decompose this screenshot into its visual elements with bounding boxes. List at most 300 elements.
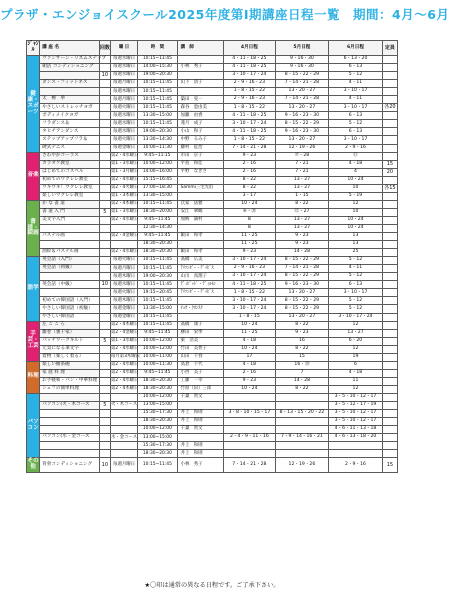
may-dates: 14・28 [275, 249, 329, 257]
may-dates: 9・16・23・30 [275, 112, 329, 120]
day-cell: 第2・4金曜日 [110, 329, 137, 337]
june-dates [329, 450, 383, 458]
day-cell: 毎週月曜日 [110, 265, 137, 273]
may-dates: 1・15 [275, 192, 329, 200]
category-label [27, 393, 40, 457]
table-row [27, 434, 398, 442]
course-name: 雑巻（裏千家） [40, 329, 100, 337]
june-dates: 4 [329, 168, 383, 176]
time-cell: 10:15~11:45 [138, 297, 177, 305]
time-cell: 13:30~14:30 [138, 136, 177, 144]
table-row [27, 56, 398, 64]
may-dates: 7・14・21・28 [275, 265, 329, 273]
capacity-cell: 15 [382, 458, 397, 473]
day-cell: 第1・3水曜日 [110, 160, 137, 168]
day-cell: 毎週金曜日 [110, 305, 137, 313]
may-dates: 13・27 [275, 224, 329, 232]
instructor-cell [177, 56, 224, 64]
june-dates: 6・13・20 [329, 56, 383, 64]
time-cell: 10:15~11:45 [138, 88, 177, 96]
instructor-cell: 山川 真理子 [177, 273, 224, 281]
instructor-cell [177, 297, 224, 305]
table-row [27, 377, 398, 385]
april-dates [224, 418, 276, 426]
june-dates: 3・5・12・17・19 [329, 402, 383, 410]
may-dates: 12・19・26 [275, 458, 329, 473]
june-dates: 6・20 [329, 337, 383, 345]
may-dates: 7 [275, 369, 329, 377]
april-dates: 1・8・15・22 [224, 104, 276, 112]
day-cell: 第2・4木曜日 [110, 321, 137, 329]
table-row [27, 168, 398, 176]
capacity-cell [382, 176, 397, 184]
course-name: 背骨コンディショニング [40, 458, 100, 473]
table-row [27, 104, 398, 112]
schedule-table-wrap [26, 40, 398, 473]
capacity-cell [382, 128, 397, 136]
may-dates: 8・15・22・29 [275, 273, 329, 281]
time-cell: 15:30~17:30 [138, 442, 177, 450]
instructor-cell: 蓮月 成子 [177, 120, 224, 128]
capacity-cell [382, 321, 397, 329]
april-dates: 4・18 [224, 337, 276, 345]
may-dates: 9・16・30 [275, 56, 329, 64]
capacity-cell [382, 345, 397, 353]
header-category: ｼﾞｬﾝﾙ [27, 41, 40, 56]
table-row [27, 353, 398, 361]
course-name: カラオケ教室 [40, 160, 100, 168]
table-row [27, 426, 398, 434]
april-dates: 8 [224, 224, 276, 232]
day-cell: 毎週水曜日 [110, 56, 137, 64]
june-dates: 2・9・16 [329, 144, 383, 152]
may-dates [275, 442, 329, 450]
capacity-cell [382, 249, 397, 257]
april-dates: 3・10・17・24 [224, 305, 276, 313]
schedule-table [26, 40, 398, 473]
instructor-cell: 飯田 和孝 [177, 249, 224, 257]
day-cell: 水・金コース [110, 434, 137, 442]
course-name: 着物（楽しく着る） [40, 353, 100, 361]
may-dates [275, 426, 329, 434]
capacity-cell [382, 305, 397, 313]
june-dates: 6・13 [329, 64, 383, 72]
session-count [99, 192, 110, 200]
session-count [99, 410, 110, 418]
day-cell: 第2・4水曜日 [110, 345, 137, 353]
session-count [99, 233, 110, 241]
session-count [99, 321, 110, 329]
session-count [99, 329, 110, 337]
table-row [27, 321, 398, 329]
day-cell: 毎月第3木曜日 [110, 353, 137, 361]
day-cell: 第1・3月曜日 [110, 168, 137, 176]
may-dates: 16・⑳ [275, 361, 329, 369]
time-cell: 13:30~15:00 [138, 192, 177, 200]
capacity-cell [382, 152, 397, 160]
category-text: 音楽 [27, 172, 39, 179]
june-dates: 3・10・17 [329, 136, 383, 144]
table-row [27, 152, 398, 160]
instructor-cell [177, 72, 224, 80]
table-row [27, 281, 398, 289]
april-dates: 9・23 [224, 377, 276, 385]
session-count [99, 160, 110, 168]
instructor-cell: Sammi三宅光伯 [177, 184, 224, 192]
time-cell: 10:15~11:45 [138, 80, 177, 88]
time-cell: 15:15~16:45 [138, 176, 177, 184]
table-row [27, 313, 398, 321]
june-dates: 3・10・17 [329, 88, 383, 96]
course-name: さわやかコーラス [40, 152, 100, 160]
table-row [27, 257, 398, 265]
course-name: 家 庭 料 理 [40, 369, 100, 377]
june-dates: 10 [329, 208, 383, 216]
june-dates: 4・11 [329, 265, 383, 273]
time-cell: 13:00~15:00 [138, 434, 177, 442]
category-text: 書道・絵画 [27, 218, 39, 237]
capacity-cell [382, 96, 397, 104]
day-cell: 毎週火曜日 [110, 289, 137, 297]
capacity-cell [382, 281, 397, 289]
course-name: タヒチアンダンス [40, 128, 100, 136]
table-row [27, 160, 398, 168]
june-dates: 12 [329, 200, 383, 208]
capacity-cell [382, 337, 397, 345]
april-dates [224, 426, 276, 434]
april-dates: ⑥・⑳ [224, 208, 276, 216]
june-dates: 3・5・10・12・17 [329, 418, 383, 426]
session-count [99, 88, 110, 96]
time-cell: 10:15~11:45 [138, 458, 177, 473]
june-dates: 10・24 [329, 176, 383, 184]
time-cell: 9:45~11:15 [138, 152, 177, 160]
instructor-cell: 工藤 一幸 [177, 377, 224, 385]
june-dates: 3・10・17 [329, 104, 383, 112]
instructor-cell: 竹田 美智子 [177, 345, 224, 353]
june-dates: 5・12 [329, 305, 383, 313]
time-cell: 13:30~15:00 [138, 112, 177, 120]
table-row [27, 410, 398, 418]
april-dates: 17 [224, 353, 276, 361]
time-cell: 14:00~15:30 [138, 64, 177, 72]
table-row [27, 289, 398, 297]
day-cell: 毎週月曜日 [110, 80, 137, 88]
time-cell: 18:30~20:30 [138, 249, 177, 257]
june-dates: 2・9・16 [329, 458, 383, 473]
june-dates: 5・12 [329, 273, 383, 281]
day-cell: 毎週木曜日 [110, 88, 137, 96]
table-row [27, 233, 398, 241]
time-cell: 10:15~11:45 [138, 265, 177, 273]
april-dates: 2・9・16・23 [224, 96, 276, 104]
april-dates: 11・25 [224, 329, 276, 337]
instructor-cell: 井上 和則 [177, 450, 224, 458]
session-count [99, 265, 110, 273]
april-dates: 1・8・15 [224, 313, 276, 321]
session-count: 10 [99, 72, 110, 80]
time-cell: 9:45~11:45 [138, 329, 177, 337]
june-dates: 13 [329, 233, 383, 241]
day-cell [110, 224, 137, 232]
instructor-cell: 小山 和子 [177, 128, 224, 136]
course-name: 朝活 コンディショニング [40, 64, 100, 72]
session-count [99, 305, 110, 313]
capacity-cell [382, 265, 397, 273]
time-cell: 9:45~11:45 [138, 369, 177, 377]
course-name: やさしい韓国語 [40, 313, 100, 321]
table-row [27, 337, 398, 345]
instructor-cell: 小林 秀子 [177, 64, 224, 72]
course-name: 英会話（初級） [40, 265, 100, 273]
course-name [40, 224, 100, 232]
april-dates: 10・24 [224, 321, 276, 329]
instructor-cell: 高倉 千代 [177, 361, 224, 369]
category-label [27, 152, 40, 200]
session-count: 10 [99, 281, 110, 289]
may-dates: 15 [275, 353, 329, 361]
day-cell: 毎週木曜日 [110, 273, 137, 281]
course-name: ステップアップフラ＆ [40, 136, 100, 144]
day-cell: 第1・3水曜日 [110, 208, 137, 216]
course-name: 楽しいウクレレ教室 [40, 192, 100, 200]
instructor-cell: 飯田 和孝 [177, 233, 224, 241]
capacity-cell [382, 426, 397, 434]
course-name: 楽しい紬茶碗 [40, 361, 100, 369]
capacity-cell [382, 402, 397, 410]
april-dates: 9・23 [224, 249, 276, 257]
april-dates [224, 450, 276, 458]
session-count: 5 [99, 208, 110, 216]
may-dates: ⑫・27 [275, 208, 329, 216]
session-count [99, 369, 110, 377]
table-row [27, 112, 398, 120]
june-dates: 4・6・11・13・18 [329, 426, 383, 434]
day-cell: 第2・4木曜日 [110, 385, 137, 393]
instructor-cell: 加納 満村 [177, 216, 224, 224]
category-label [27, 56, 40, 153]
session-count [99, 176, 110, 184]
may-dates [275, 450, 329, 458]
capacity-cell [382, 112, 397, 120]
course-name: 書 道 入 門 [40, 208, 100, 216]
header-course: 講 座 名 [40, 41, 100, 56]
day-cell: 毎週水曜日 [110, 64, 137, 72]
april-dates: 2・16 [224, 168, 276, 176]
may-dates: 14・28 [275, 377, 329, 385]
may-dates: 13・20・27 [275, 104, 329, 112]
course-name [40, 88, 100, 96]
course-name: ヴァンサーン・リズムステップ [40, 56, 100, 64]
may-dates: 8・22 [275, 200, 329, 208]
capacity-cell [382, 289, 397, 297]
may-dates: 8・15・22・29 [275, 305, 329, 313]
course-name [40, 426, 100, 434]
time-cell: 10:00~12:00 [138, 426, 177, 434]
may-dates: 9・16・23・30 [275, 128, 329, 136]
capacity-cell [382, 72, 397, 80]
time-cell: 18:30~20:30 [138, 450, 177, 458]
session-count [99, 353, 110, 361]
instructor-cell [177, 241, 224, 249]
day-cell: 毎週月曜日 [110, 458, 137, 473]
instructor-cell [177, 192, 224, 200]
category-text: 手芸・工芸 [27, 331, 39, 350]
table-row [27, 249, 398, 257]
instructor-cell: 東 浩美 [177, 337, 224, 345]
day-cell: 第2・4水曜日 [110, 369, 137, 377]
instructor-cell [177, 224, 224, 232]
may-dates: 7・21 [275, 160, 329, 168]
table-row [27, 385, 398, 393]
instructor-cell: 千葉 賀文 [177, 426, 224, 434]
course-name: 美文字入門 [40, 216, 100, 224]
april-dates: 3・8・10・15・17 [224, 410, 276, 418]
course-name: 初めてのウクレレ教室 [40, 176, 100, 184]
course-name: お手軽和・パン・中華料理 [40, 377, 100, 385]
course-name: パステル画 [40, 233, 100, 241]
capacity-cell [382, 192, 397, 200]
april-dates: 3・10・17・24 [224, 297, 276, 305]
table-row [27, 345, 398, 353]
capacity-cell [382, 208, 397, 216]
day-cell: 第2・4水曜日 [110, 249, 137, 257]
capacity-cell [382, 377, 397, 385]
category-text: 健康・スポーツ [27, 91, 39, 115]
june-dates: 6 [329, 361, 383, 369]
instructor-cell [177, 402, 224, 410]
day-cell: 毎週水曜日 [110, 72, 137, 80]
june-dates: 25 [329, 249, 383, 257]
session-count: 10 [99, 458, 110, 473]
june-dates: 10・24 [329, 216, 383, 224]
table-row [27, 64, 398, 72]
time-cell: 15:30~17:30 [138, 410, 177, 418]
course-name [40, 273, 100, 281]
june-dates: 6・13 [329, 112, 383, 120]
table-row [27, 297, 398, 305]
day-cell: 毎週火曜日 [110, 104, 137, 112]
session-count [99, 345, 110, 353]
instructor-cell: 安江 翠鶴 [177, 208, 224, 216]
course-name: パソコン(水・金コース [40, 434, 100, 442]
capacity-cell [382, 257, 397, 265]
april-dates: 10・24 [224, 345, 276, 353]
session-count [99, 385, 110, 393]
capacity-cell [382, 313, 397, 321]
april-dates: 3・10・17・24 [224, 120, 276, 128]
capacity-cell [382, 88, 397, 96]
day-cell: 第2・4水曜日 [110, 176, 137, 184]
session-count [99, 257, 110, 265]
session-count [99, 104, 110, 112]
day-cell: 第1・3水曜日 [110, 337, 137, 345]
instructor-cell: ｱﾘｿﾝﾀﾞｰ・ﾃﾞｲﾋﾞｽ [177, 265, 224, 273]
day-cell: 毎週水曜日 [110, 120, 137, 128]
may-dates: 7・21 [275, 168, 329, 176]
april-dates: 2・16 [224, 160, 276, 168]
table-row [27, 120, 398, 128]
table-row [27, 88, 398, 96]
instructor-cell: 髙橋 康子 [177, 321, 224, 329]
course-name [40, 289, 100, 297]
june-dates: 4・18 [329, 369, 383, 377]
april-dates: 4・11・18・25 [224, 112, 276, 120]
day-cell [110, 410, 137, 418]
instructor-cell: 井上 和則 [177, 418, 224, 426]
april-dates [224, 393, 276, 401]
april-dates: 4・11・18・25 [224, 128, 276, 136]
table-row [27, 329, 398, 337]
course-name: ダンス・フィットネス [40, 80, 100, 88]
may-dates: 7・9・14・16・21 [275, 434, 329, 442]
may-dates: 8・22 [275, 321, 329, 329]
june-dates: 4・18 [329, 160, 383, 168]
course-name: フラダンス＆ [40, 120, 100, 128]
header-may: 5月日程 [275, 41, 329, 56]
course-name [40, 410, 100, 418]
capacity-cell [382, 144, 397, 152]
instructor-cell: 森谷 恵由美 [177, 104, 224, 112]
june-dates: ⑪ [329, 152, 383, 160]
day-cell: 毎週火曜日 [110, 257, 137, 265]
day-cell: 第2・4金曜日 [110, 233, 137, 241]
time-cell: 13:30~15:00 [138, 305, 177, 313]
table-row [27, 241, 398, 249]
may-dates: 12・19・26 [275, 144, 329, 152]
instructor-cell: 藤村 征治 [177, 144, 224, 152]
table-row [27, 184, 398, 192]
time-cell: 10:00~12:00 [138, 337, 177, 345]
course-name: ボディメイクヨガ [40, 112, 100, 120]
course-name: 元気になる筆文字 [40, 345, 100, 353]
session-count [99, 184, 110, 192]
instructor-cell: 氏家 法雅 [177, 200, 224, 208]
capacity-cell [382, 410, 397, 418]
day-cell: 火・木コース [110, 402, 137, 410]
course-name: 左 こ こ ろ [40, 321, 100, 329]
time-cell: 18:30~20:30 [138, 385, 177, 393]
footnote: ★〇印は通常の異なる日程です。ご了承下さい。 [144, 582, 280, 589]
header-capacity: 定員 [382, 41, 397, 56]
course-name: パソコン(火・木コース [40, 402, 100, 410]
instructor-cell: 平野 なぎさ [177, 168, 224, 176]
day-cell [110, 426, 137, 434]
time-cell: 10:00~12:00 [138, 160, 177, 168]
time-cell: 10:15~11:45 [138, 104, 177, 112]
course-name: 英会話（中級） [40, 281, 100, 289]
april-dates: 8・22 [224, 184, 276, 192]
april-dates: 3・10・17・24 [224, 273, 276, 281]
instructor-cell: 小林 秀子 [177, 458, 224, 473]
header-april: 4月日程 [224, 41, 276, 56]
header-times: 回数 [99, 41, 110, 56]
may-dates: 16 [275, 337, 329, 345]
capacity-cell [382, 393, 397, 401]
session-count [99, 442, 110, 450]
course-name: ウキウキ！ウクレレ教室 [40, 184, 100, 192]
session-count [99, 393, 110, 401]
time-cell: 18:30~20:30 [138, 377, 177, 385]
table-row [27, 442, 398, 450]
capacity-cell [382, 120, 397, 128]
course-name [40, 393, 100, 401]
session-count [99, 216, 110, 224]
capacity-cell [382, 434, 397, 442]
category-label [27, 458, 40, 473]
session-count [99, 136, 110, 144]
capacity-cell [382, 361, 397, 369]
